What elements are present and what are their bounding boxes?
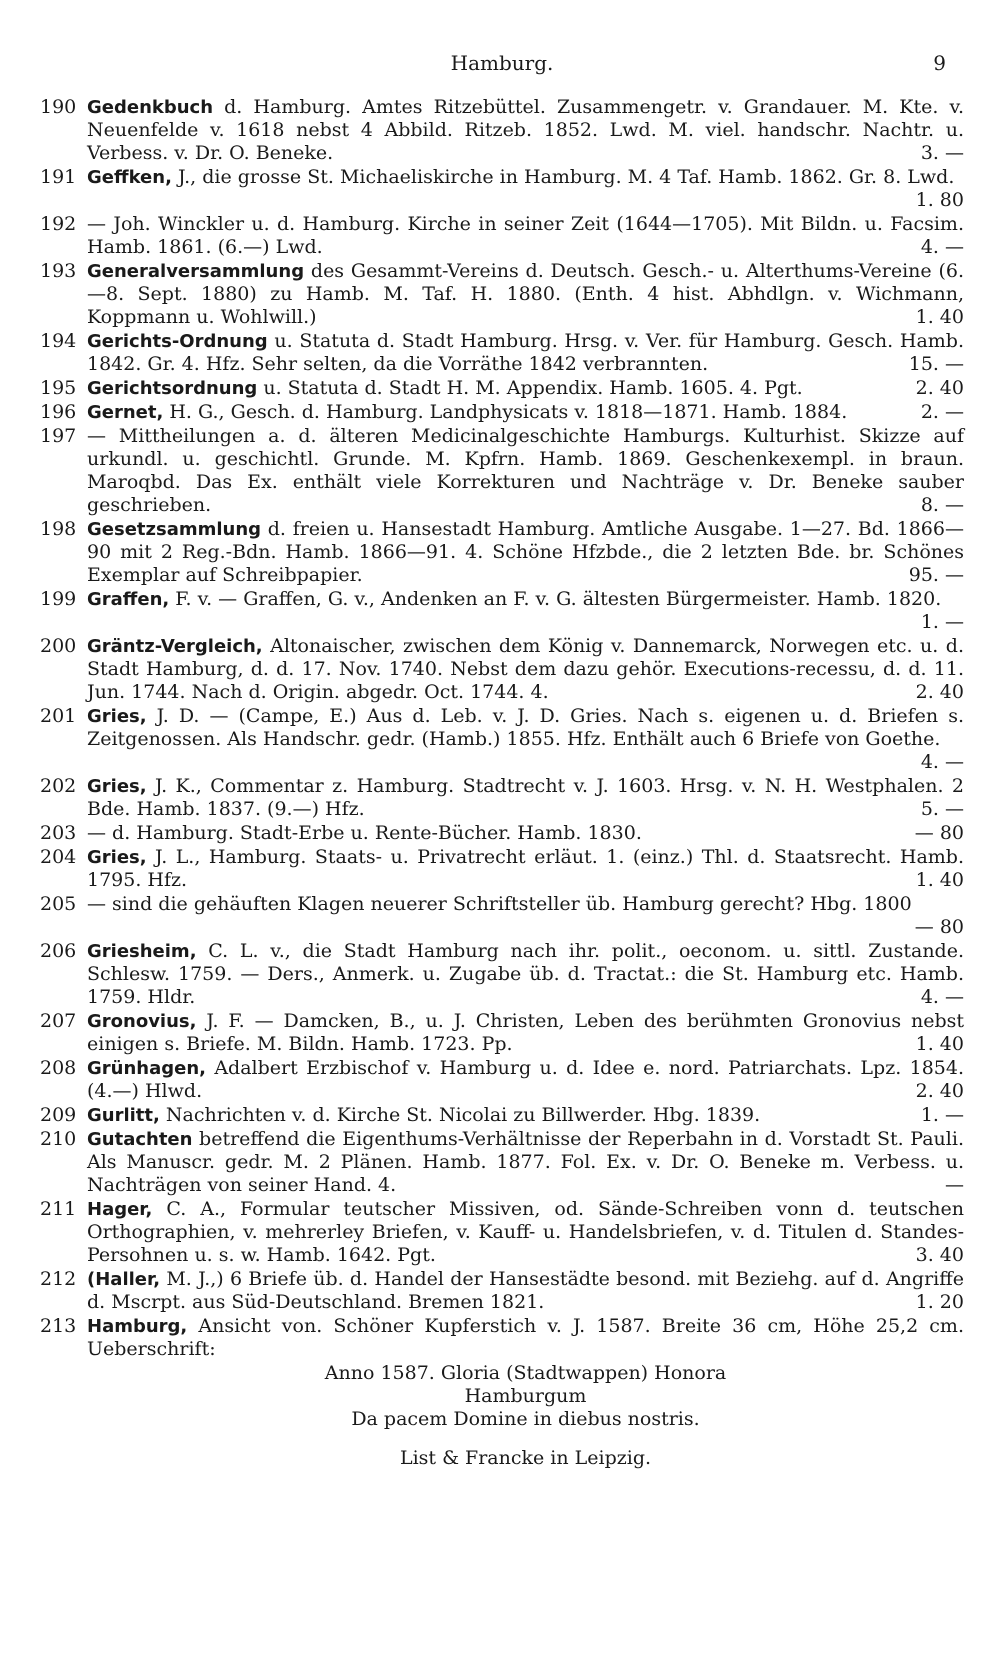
entry-number: 191 [40, 166, 77, 188]
entry-body [87, 518, 964, 587]
entry-price: 4. — [920, 236, 964, 258]
entry-number: 194 [40, 330, 77, 352]
inscription [87, 1362, 964, 1431]
entry-number: 210 [40, 1128, 77, 1150]
entry-number: 196 [40, 401, 77, 423]
entry-headword: Gesetzsammlung [87, 519, 262, 540]
entry-price: — 80 [914, 822, 964, 844]
entry-text: J., die grosse St. Michaeliskirche in Hamburg. M. 4 Taf. Hamb. 1862. Gr. 8. Lwd. [171, 166, 955, 188]
entry-number: 199 [40, 588, 77, 610]
entry-headword: Gries, [87, 706, 147, 727]
entry-body [87, 1104, 964, 1127]
entry-price: 1. — [920, 611, 964, 633]
entry-headword: Geffken, [87, 167, 172, 188]
entry-headword: Gurlitt, [87, 1105, 160, 1126]
entry-text: H. G., Gesch. d. Hamburg. Landphysicats v. 1818—1871. Hamb. 1884. [163, 401, 848, 423]
catalog-entry [40, 96, 964, 165]
catalog-entry [40, 425, 964, 517]
catalog-entry [40, 401, 964, 424]
entry-headword: Hager, [87, 1199, 153, 1220]
entry-headword: Grünhagen, [87, 1058, 206, 1079]
entry-body [87, 1315, 964, 1361]
entry-body [87, 1198, 964, 1267]
entry-text: J. F. — Damcken, B., u. J. Christen, Leben des berühmten Gronovius nebst einigen s. Briefe. M. Bildn. Hamb. 1723. Pp. [87, 1010, 964, 1055]
entry-price: 1. 40 [915, 1033, 964, 1055]
entry-headword: Griesheim, [87, 941, 197, 962]
entry-body [87, 1268, 964, 1314]
entry-price: 95. — [908, 564, 964, 586]
entry-number: 212 [40, 1268, 77, 1290]
entry-number: 201 [40, 705, 77, 727]
entry-price: 2. — [920, 401, 964, 423]
entry-headword: Graffen, [87, 589, 170, 610]
entry-text: — Mittheilungen a. d. älteren Medicinalgeschichte Hamburgs. Kulturhist. Skizze auf urkundl. u. geschichtl. Grunde. M. Kpfrn. Hamb. 1869. Geschenkexempl. in braun. Maroqbd. Das Ex. enthält viele Korrekturen und Nachträge v. Dr. Beneke sauber geschrieben. [87, 425, 964, 516]
entry-headword: Gries, [87, 776, 147, 797]
entry-body [87, 775, 964, 821]
entry-text: Altonaischer, zwischen dem König v. Dannemarck, Norwegen etc. u. d. Stadt Hamburg, d. d. 17. Nov. 1740. Nebst dem dazu gehör. Executions-recessu, d. d. 11. Jun. 1744. Nach d. Origin. abgedr. Oct. 1744. 4. [87, 635, 964, 703]
entry-price: 2. 40 [915, 1080, 964, 1102]
entry-number: 195 [40, 377, 77, 399]
entry-number: 190 [40, 96, 77, 118]
catalog-entry [40, 1057, 964, 1103]
entry-text: J. K., Commentar z. Hamburg. Stadtrecht v. J. 1603. Hrsg. v. N. H. Westphalen. 2 Bde. Hamb. 1837. (9.—) Hfz. [87, 775, 964, 820]
catalog-entry [40, 1128, 964, 1197]
catalog-entry [40, 330, 964, 376]
entry-text: J. L., Hamburg. Staats- u. Privatrecht erläut. 1. (einz.) Thl. d. Staatsrecht. Hamb. 1795. Hfz. [87, 846, 964, 891]
page-header [40, 52, 964, 82]
entry-price: — 80 [914, 916, 964, 938]
entry-text: des Gesammt-Vereins d. Deutsch. Gesch.- u. Alterthums-Vereine (6.—8. Sept. 1880) zu Hamb. M. Taf. H. 1880. (Enth. 4 hist. Abhdlgn. v. Wichmann, Koppmann u. Wohlwill.) [87, 260, 964, 328]
entry-body [87, 588, 964, 634]
entry-text: M. J.,) 6 Briefe üb. d. Handel der Hansestädte besond. mit Beziehg. auf d. Angriffe d. Mscrpt. aus Süd-Deutschland. Bremen 1821. [87, 1268, 964, 1313]
entry-number: 203 [40, 822, 77, 844]
entry-text: d. Hamburg. Amtes Ritzebüttel. Zusammengetr. v. Grandauer. M. Kte. v. Neuenfelde v. 1618 nebst 4 Abbild. Ritzeb. 1852. Lwd. M. viel. handschr. Nachtr. u. Verbess. v. Dr. O. Beneke. [87, 96, 964, 164]
entry-number: 192 [40, 213, 77, 235]
catalog-entry [40, 705, 964, 774]
entry-text: d. freien u. Hansestadt Hamburg. Amtliche Ausgabe. 1—27. Bd. 1866—90 mit 2 Reg.-Bdn. Hamb. 1866—91. 4. Schöne Hfzbde., die 2 letzten Bde. br. Schönes Exemplar auf Schreibpapier. [87, 518, 964, 586]
entry-headword: Gerichts-Ordnung [87, 331, 268, 352]
entry-body [87, 401, 964, 424]
entry-price: 3. 40 [915, 1244, 964, 1266]
entry-number: 207 [40, 1010, 77, 1032]
entry-body [87, 940, 964, 1009]
entry-body [87, 377, 964, 400]
catalog-entry [40, 377, 964, 400]
catalog-entry [40, 635, 964, 704]
entry-price: 1. 40 [915, 869, 964, 891]
entry-price: 1. 40 [915, 306, 964, 328]
entry-text: C. A., Formular teutscher Missiven, od. Sände-Schreiben vonn d. teutschen Orthographien, v. mehrerley Briefen, v. Kauff- u. Handelsbriefen, v. d. Titulen d. Standes-Persohnen u. s. w. Hamb. 1642. Pgt. [87, 1198, 964, 1266]
entry-text: — d. Hamburg. Stadt-Erbe u. Rente-Bücher. Hamb. 1830. [87, 822, 642, 844]
entry-headword: Gernet, [87, 402, 164, 423]
catalog-entry [40, 1198, 964, 1267]
entry-text: J. D. — (Campe, E.) Aus d. Leb. v. J. D. Gries. Nach s. eigenen u. d. Briefen s. Zeitgenossen. Als Handschr. gedr. (Hamb.) 1855. Hfz. Enthält auch 6 Briefe von Goethe. [87, 705, 964, 750]
publisher-line: List & Francke in Leipzig. [399, 1447, 652, 1469]
entry-text: F. v. — Graffen, G. v., Andenken an F. v. G. ältesten Bürgermeister. Hamb. 1820. [169, 588, 942, 610]
entry-body [87, 822, 964, 845]
catalog-entry [40, 213, 964, 259]
entry-price: 2. 40 [915, 681, 964, 703]
catalog-entry [40, 166, 964, 212]
entry-body [87, 166, 964, 212]
entry-price: 2. 40 [915, 377, 964, 399]
entry-body [87, 425, 964, 517]
entry-number: 200 [40, 635, 77, 657]
entry-text: u. Statuta d. Stadt Hamburg. Hrsg. v. Ver. für Hamburg. Gesch. Hamb. 1842. Gr. 4. Hfz. Sehr selten, da die Vorräthe 1842 verbrannten. [87, 330, 964, 375]
catalog-entry [40, 775, 964, 821]
entry-headword: (Haller, [87, 1269, 161, 1290]
entry-text: Adalbert Erzbischof v. Hamburg u. d. Idee e. nord. Patriarchats. Lpz. 1854. (4.—) Hlwd. [87, 1057, 964, 1102]
entry-number: 204 [40, 846, 77, 868]
entry-price: 15. — [908, 353, 964, 375]
entry-number: 193 [40, 260, 77, 282]
entry-number: 197 [40, 425, 77, 447]
catalog-entry [40, 822, 964, 845]
entry-body [87, 330, 964, 376]
entry-body [87, 893, 964, 939]
entry-price: 1. 20 [915, 1291, 964, 1313]
inscription-line: Da pacem Domine in diebus nostris. [351, 1408, 700, 1430]
entry-text: u. Statuta d. Stadt H. M. Appendix. Hamb. 1605. 4. Pgt. [257, 377, 803, 399]
entry-price: 3. — [920, 142, 964, 164]
entry-headword: Gräntz-Vergleich, [87, 636, 263, 657]
catalog-entry [40, 518, 964, 587]
inscription-line: Anno 1587. Gloria (Stadtwappen) Honora [324, 1362, 727, 1384]
entry-body [87, 260, 964, 329]
catalog-entry [40, 1104, 964, 1127]
entry-headword: Gronovius, [87, 1011, 197, 1032]
catalog-entries [40, 96, 964, 1361]
entry-text: C. L. v., die Stadt Hamburg nach ihr. polit., oeconom. u. sittl. Zustande. Schlesw. 1759. — Ders., Anmerk. u. Zugabe üb. d. Tractat.: die St. Hamburg etc. Hamb. 1759. Hldr. [87, 940, 964, 1008]
entry-text: Nachrichten v. d. Kirche St. Nicolai zu Billwerder. Hbg. 1839. [159, 1104, 761, 1126]
running-title: Hamburg. [450, 51, 554, 75]
entry-price: 4. — [920, 986, 964, 1008]
entry-headword: Gerichtsordnung [87, 378, 258, 399]
inscription-line: Hamburgum [464, 1385, 587, 1407]
entry-text: — sind die gehäuften Klagen neuerer Schriftsteller üb. Hamburg gerecht? Hbg. 1800 [87, 893, 912, 915]
entry-body [87, 96, 964, 165]
catalog-entry [40, 1315, 964, 1361]
entry-number: 202 [40, 775, 77, 797]
entry-number: 213 [40, 1315, 77, 1337]
catalog-entry [40, 940, 964, 1009]
entry-body [87, 1128, 964, 1197]
entry-price: 5. — [920, 798, 964, 820]
catalog-entry [40, 1010, 964, 1056]
catalog-entry [40, 588, 964, 634]
entry-number: 208 [40, 1057, 77, 1079]
catalog-entry [40, 846, 964, 892]
entry-body [87, 635, 964, 704]
entry-headword: Hamburg, [87, 1316, 188, 1337]
entry-text: betreffend die Eigenthums-Verhältnisse der Reperbahn in d. Vorstadt St. Pauli. Als Manuscr. gedr. M. 2 Plänen. Hamb. 1877. Fol. Ex. v. Dr. O. Beneke m. Verbess. u. Nachträgen von seiner Hand. 4. [87, 1128, 964, 1196]
entry-headword: Generalversammlung [87, 261, 305, 282]
catalog-entry [40, 893, 964, 939]
entry-headword: Gutachten [87, 1129, 193, 1150]
page-number: 9 [933, 51, 946, 75]
entry-body [87, 846, 964, 892]
entry-price: 8. — [920, 494, 964, 516]
entry-number: 198 [40, 518, 77, 540]
entry-number: 205 [40, 893, 77, 915]
entry-headword: Gedenkbuch [87, 97, 214, 118]
entry-number: 209 [40, 1104, 77, 1126]
entry-text: Ansicht von. Schöner Kupferstich v. J. 1587. Breite 36 cm, Höhe 25,2 cm. Ueberschrift: [87, 1315, 964, 1360]
entry-price: — [945, 1174, 964, 1196]
entry-body [87, 213, 964, 259]
entry-text: — Joh. Winckler u. d. Hamburg. Kirche in seiner Zeit (1644—1705). Mit Bildn. u. Facsim. Hamb. 1861. (6.—) Lwd. [87, 213, 964, 258]
entry-number: 206 [40, 940, 77, 962]
entry-number: 211 [40, 1198, 77, 1220]
entry-body [87, 1057, 964, 1103]
catalog-entry [40, 260, 964, 329]
entry-body [87, 705, 964, 774]
entry-price: 1. — [920, 1104, 964, 1126]
catalog-entry [40, 1268, 964, 1314]
entry-price: 1. 80 [915, 189, 964, 211]
entry-body [87, 1010, 964, 1056]
entry-price: 4. — [920, 751, 964, 773]
entry-headword: Gries, [87, 847, 147, 868]
